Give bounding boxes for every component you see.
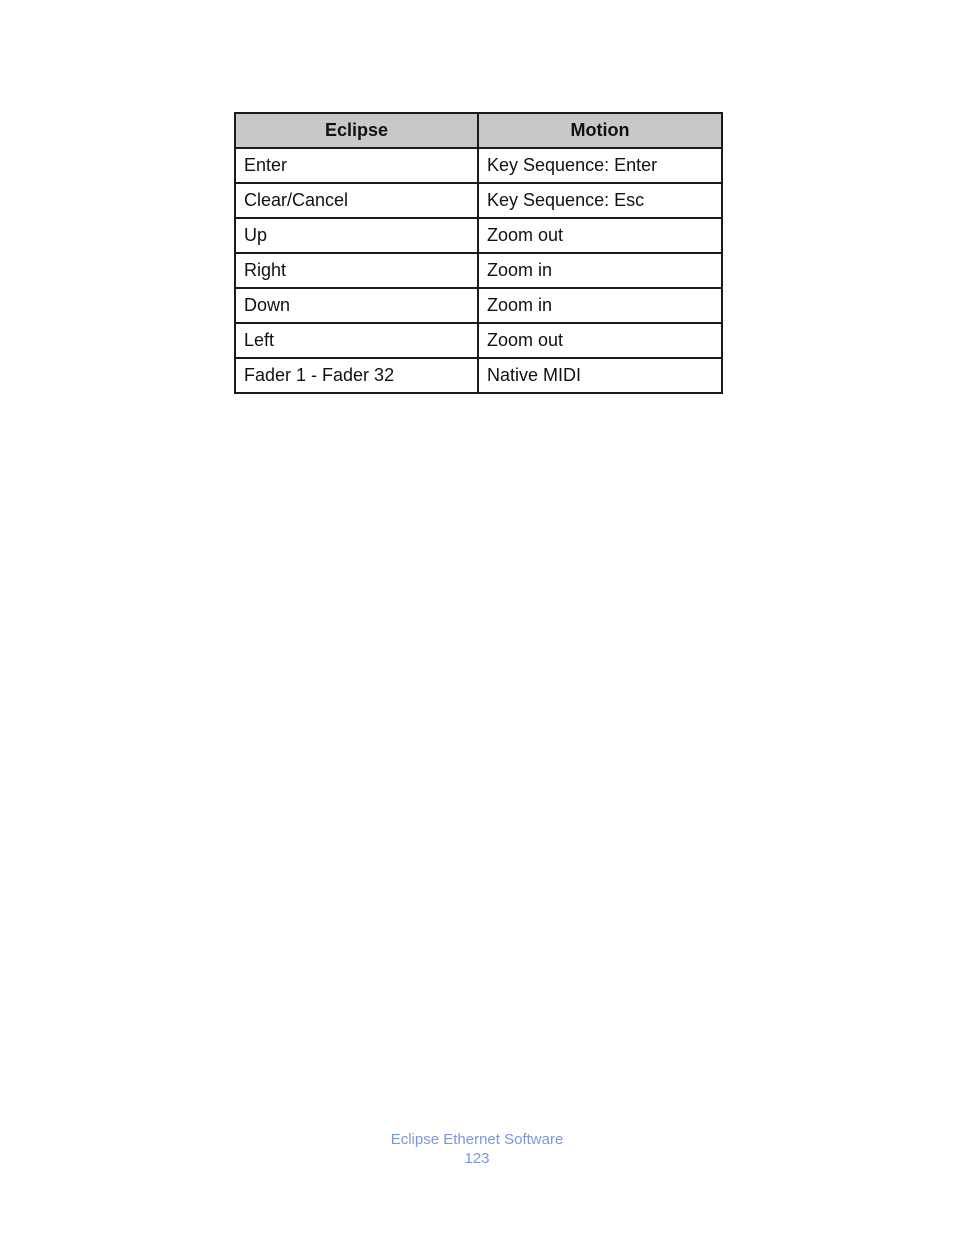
table-row [235, 218, 722, 253]
eclipse-cell: Right [235, 253, 478, 288]
table-row [235, 358, 722, 393]
eclipse-cell: Up [235, 218, 478, 253]
eclipse-cell: Fader 1 - Fader 32 [235, 358, 478, 393]
footer-page-number: 123 [464, 1150, 490, 1167]
motion-cell: Key Sequence: Enter [478, 148, 722, 183]
eclipse-cell: Clear/Cancel [235, 183, 478, 218]
motion-cell: Zoom out [478, 323, 722, 358]
table-row [235, 323, 722, 358]
table-row [235, 253, 722, 288]
column-header-motion: Motion [478, 113, 722, 148]
page-footer [0, 1130, 954, 1168]
table-row [235, 148, 722, 183]
column-header-eclipse: Eclipse [235, 113, 478, 148]
footer-document-title: Eclipse Ethernet Software [390, 1131, 564, 1148]
motion-cell: Native MIDI [478, 358, 722, 393]
motion-cell: Zoom in [478, 253, 722, 288]
table-row [235, 288, 722, 323]
eclipse-cell: Down [235, 288, 478, 323]
table-header-row [235, 113, 722, 148]
key-mapping-table [234, 112, 723, 394]
eclipse-cell: Left [235, 323, 478, 358]
motion-cell: Key Sequence: Esc [478, 183, 722, 218]
eclipse-cell: Enter [235, 148, 478, 183]
motion-cell: Zoom in [478, 288, 722, 323]
motion-cell: Zoom out [478, 218, 722, 253]
table-row [235, 183, 722, 218]
